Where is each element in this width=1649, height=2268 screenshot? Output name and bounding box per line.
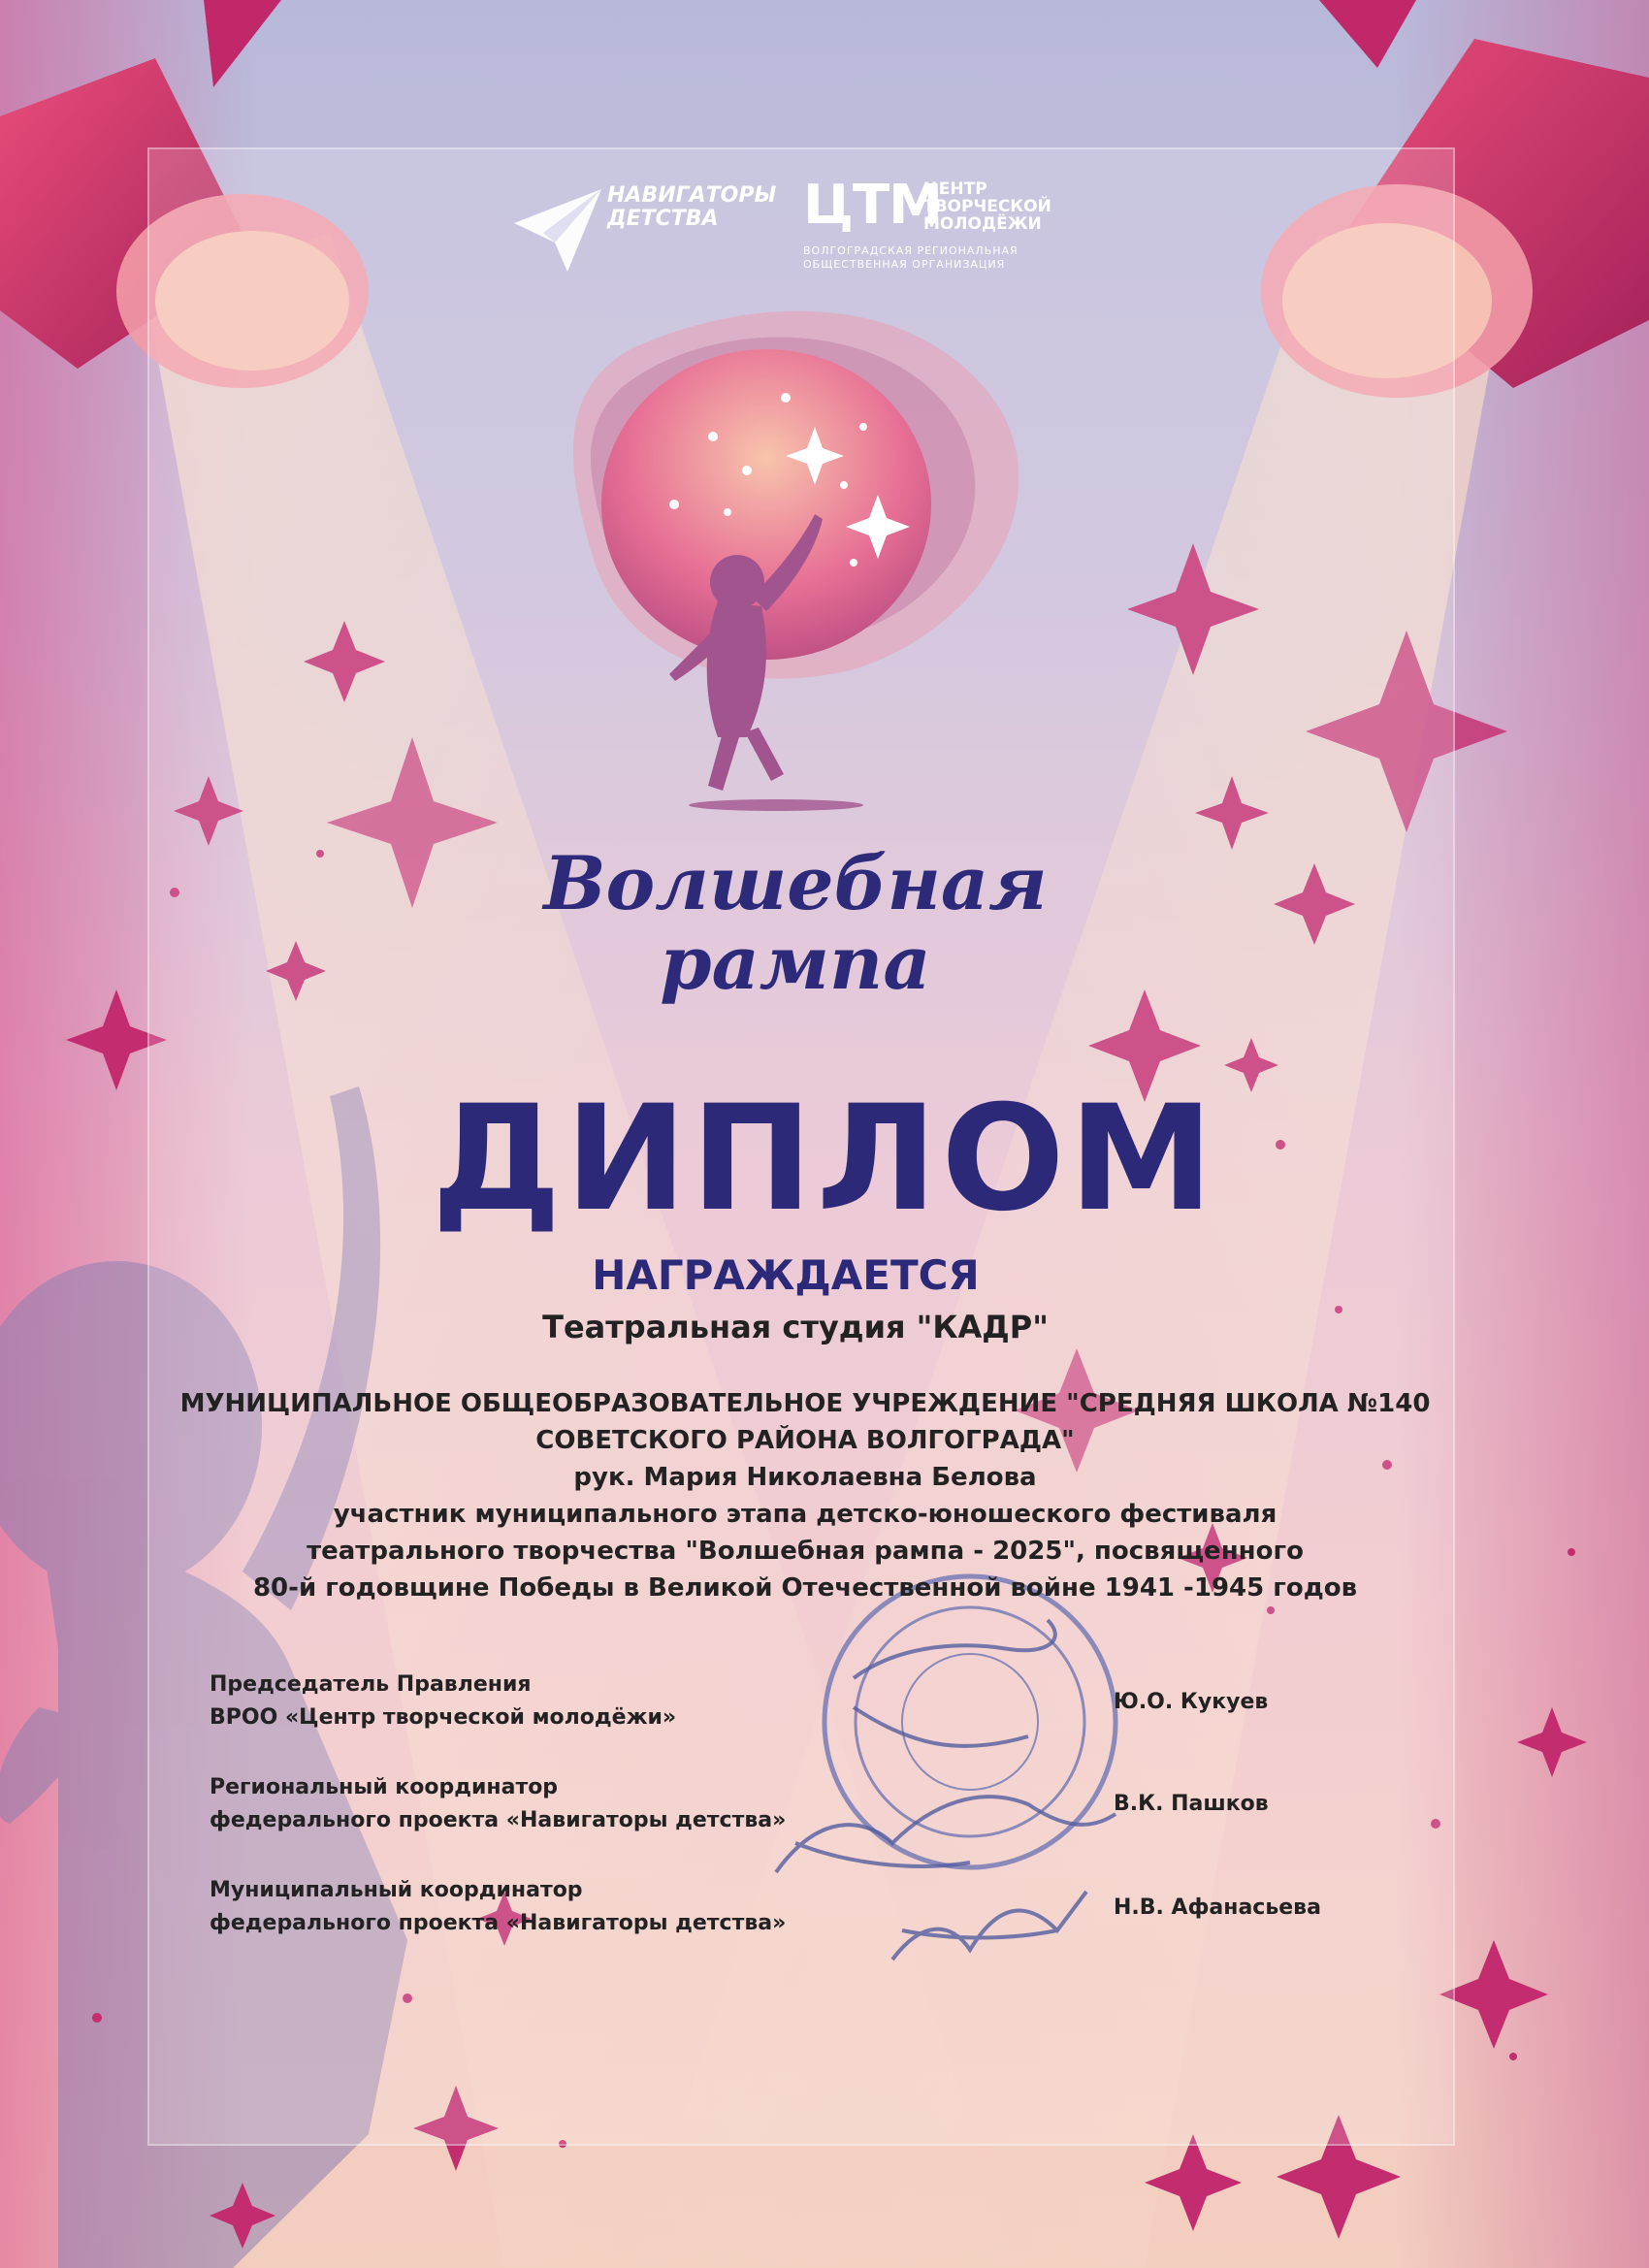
body-line: 80-й годовщине Победы в Великой Отечественной войне 1941 -1945 годов: [252, 1573, 1358, 1603]
signer-name-2: В.К. Пашков: [1114, 1792, 1269, 1816]
signer-role-line: федерального проекта «Навигаторы детства»: [210, 1808, 787, 1832]
signer-role-line: федерального проекта «Навигаторы детства»: [210, 1911, 787, 1935]
ctm-logo-name: ЦЕНТР ТВОРЧЕСКОЙ МОЛОДЁЖИ: [923, 179, 1051, 234]
festival-title: [543, 840, 1048, 1006]
body-line: МУНИЦИПАЛЬНОЕ ОБЩЕОБРАЗОВАТЕЛЬНОЕ УЧРЕЖДЕНИЕ "СРЕДНЯЯ ШКОЛА №140: [179, 1389, 1431, 1418]
signer-role-line: Муниципальный координатор: [210, 1878, 583, 1902]
body-line: рук. Мария Николаевна Белова: [573, 1463, 1037, 1492]
diploma-title: ДИПЛОМ: [431, 1075, 1218, 1244]
signer-name-1: Ю.О. Кукуев: [1114, 1690, 1269, 1714]
diploma-body: [175, 1385, 1436, 1606]
navigators-logo-text: НАВИГАТОРЫ ДЕТСТВА: [607, 183, 777, 231]
signer-role-2: [210, 1771, 786, 1837]
festival-title-line1: Волшебная: [543, 840, 1048, 926]
signer-role-3: [210, 1874, 786, 1940]
festival-title-line2: рампа: [660, 920, 931, 1006]
signer-role-line: Председатель Правления: [210, 1672, 532, 1697]
signer-role-1: [210, 1669, 676, 1734]
body-line: участник муниципального этапа детско-юношеского фестиваля: [333, 1500, 1277, 1529]
recipient-name: Театральная студия "КАДР": [542, 1309, 1049, 1345]
ctm-logo-subtitle: ВОЛГОГРАДСКАЯ РЕГИОНАЛЬНАЯ ОБЩЕСТВЕННАЯ ОРГАНИЗАЦИЯ: [803, 244, 1018, 271]
signer-role-line: ВРОО «Центр творческой молодёжи»: [210, 1705, 677, 1730]
body-line: театрального творчества "Волшебная рампа - 2025", посвященного: [307, 1537, 1304, 1566]
ctm-logo-mark: ЦТМ: [803, 174, 942, 237]
signer-name-3: Н.В. Афанасьева: [1114, 1895, 1321, 1920]
signer-role-line: Региональный координатор: [210, 1775, 559, 1799]
body-line: СОВЕТСКОГО РАЙОНА ВОЛГОГРАДА": [535, 1426, 1075, 1455]
awarded-heading: НАГРАЖДАЕТСЯ: [592, 1251, 980, 1299]
